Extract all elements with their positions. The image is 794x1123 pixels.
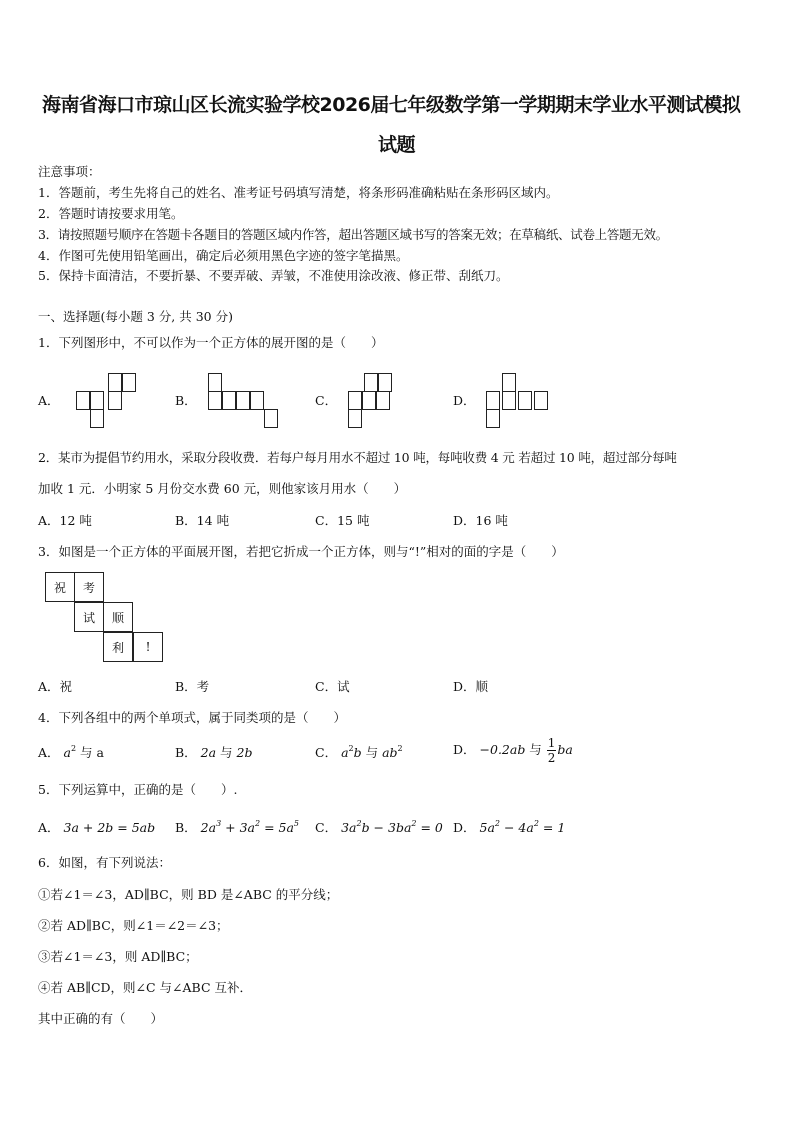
section-heading: 一、选择题(每小题 3 分, 共 30 分) (38, 309, 233, 324)
q6-statement: ①若∠1＝∠3，AD∥BC，则 BD 是∠ABC 的平分线； (38, 887, 339, 902)
q5-option-d: D． $5a^2 - 4a^2 = 1$ (453, 819, 566, 835)
q2-option-c: C．15 吨 (315, 513, 370, 528)
q3-option-d: D．顺 (453, 679, 489, 694)
q3-option-a: A．祝 (38, 679, 73, 694)
q6-statement: ④若 AB∥CD，则∠C 与∠ABC 互补． (38, 980, 253, 995)
q4-option-a: A． $a^2$ 与 a (38, 744, 104, 760)
notice-item: 5．保持卡面清洁，不要折暴、不要弄破、弄皱，不准使用涂改液、修正带、刮纸刀。 (38, 268, 509, 283)
q1-option-a-label: A． (38, 393, 60, 408)
net-cell: 祝 (45, 572, 75, 602)
question-6-stem: 6．如图，有下列说法： (38, 855, 171, 870)
notice-item: 2．答题时请按要求用笔。 (38, 206, 184, 221)
question-2-stem: 2．某市为提倡节约用水，采取分段收费．若每户每月用水不超过 10 吨，每吨收费 4 元 若超过 10 吨，超过部分每吨 (38, 450, 677, 465)
q4-option-c: C． $a^2b$ 与 $ab^2$ (315, 744, 403, 760)
page-title: 海南省海口市琼山区长流实验学校2026届七年级数学第一学期期末学业水平测试模拟 (42, 94, 741, 116)
q2-option-a: A．12 吨 (38, 513, 92, 528)
question-3-stem: 3．如图是一个正方体的平面展开图，若把它折成一个正方体，则与“!”相对的面的字是（ ） (38, 544, 564, 559)
question-1-stem: 1．下列图形中，不可以作为一个正方体的展开图的是（ ） (38, 335, 384, 350)
notice-item: 4．作图可先使用铅笔画出，确定后必须用黑色字迹的签字笔描黑。 (38, 248, 409, 263)
q5-option-a: A． 3a + 2b = 5ab (38, 820, 156, 835)
question-2-stem-cont: 加收 1 元．小明家 5 月份交水费 60 元，则他家该月用水（ ） (38, 481, 407, 496)
q1-net-d (486, 373, 556, 429)
notice-heading: 注意事项： (38, 164, 101, 179)
net-cell: 考 (74, 572, 104, 602)
q6-question: 其中正确的有（ ） (38, 1011, 164, 1026)
net-cell: 顺 (103, 602, 133, 632)
question-4-stem: 4．下列各组中的两个单项式，属于同类项的是（ ） (38, 710, 346, 725)
q3-cube-net (45, 572, 167, 664)
q4-option-b: B． 2a 与 2b (175, 745, 253, 760)
q1-option-d-label: D． (453, 393, 476, 408)
q1-option-b-label: B． (175, 393, 197, 408)
q2-option-d: D．16 吨 (453, 513, 508, 528)
q5-option-c: C． $3a^2b - 3ba^2 = 0$ (315, 819, 443, 835)
q2-option-b: B．14 吨 (175, 513, 230, 528)
q6-statement: ③若∠1＝∠3，则 AD∥BC； (38, 949, 198, 964)
fraction: $\frac{1}{2}$ (547, 736, 556, 765)
q1-net-c (346, 373, 416, 429)
q1-option-c-label: C． (315, 393, 338, 408)
q5-option-b: B． $2a^3 + 3a^2 = 5a^5$ (175, 819, 300, 835)
q4-option-d: D． −0.2ab 与 $\frac{1}{2}$ ba (453, 736, 573, 765)
page-title-line2: 试题 (378, 134, 416, 156)
q1-net-b (208, 373, 278, 429)
question-5-stem: 5．下列运算中，正确的是（ ）. (38, 782, 238, 797)
notice-item: 3．请按照题号顺序在答题卡各题目的答题区域内作答，超出答题区域书写的答案无效；在草稿纸、试卷上答题无效。 (38, 227, 668, 242)
q6-statement: ②若 AD∥BC，则∠1＝∠2＝∠3； (38, 918, 229, 933)
q1-net-a (76, 373, 142, 429)
net-cell: 利 (103, 632, 133, 662)
q3-option-c: C．试 (315, 679, 350, 694)
net-cell: 试 (74, 602, 104, 632)
q3-option-b: B．考 (175, 679, 210, 694)
net-cell: ! (133, 632, 163, 662)
notice-item: 1．答题前，考生先将自己的姓名、准考证号码填写清楚，将条形码准确粘贴在条形码区域内。 (38, 185, 559, 200)
